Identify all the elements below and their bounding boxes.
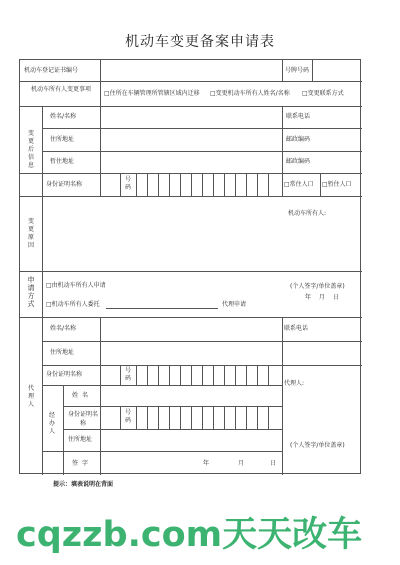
handler-address-label: 住所地址 [68, 436, 93, 443]
handler-id-type-label: 身份证明名称 [68, 411, 99, 427]
option-name-change[interactable]: □变更机动车所有人姓名/名称 [210, 90, 290, 97]
apply-method-side-label: 申请方式 [27, 276, 35, 308]
application-form-table [19, 59, 361, 474]
agent-name-label: 姓名/名称 [50, 325, 77, 332]
owner-id-number-label: 号码 [124, 176, 131, 191]
date-year-label: 年 [203, 460, 210, 467]
cert-number-label: 机动车登记证书编号 [24, 67, 79, 74]
plate-number-label: 号牌号码 [285, 67, 310, 74]
owner-sign-label: 机动车所有人: [288, 210, 327, 217]
owner-address-label: 住所地址 [50, 136, 75, 143]
date-month-label: 月 [238, 460, 245, 467]
reason-side-label: 变更原因 [27, 218, 34, 249]
temp-address-label: 暂住地址 [50, 158, 75, 165]
owner-postcode-label: 邮政编码 [286, 136, 311, 143]
agent-label: 代理人: [284, 380, 305, 387]
agent-address-label: 住所地址 [50, 349, 75, 356]
agent-sign-hint: (个人签字/单位盖章) [290, 442, 345, 449]
handler-id-number-label: 号码 [124, 409, 131, 424]
form-title: 机动车变更备案申请表 [125, 34, 275, 50]
handler-signature-label: 签字 [72, 460, 93, 467]
agent-side-label: 代理人 [27, 385, 34, 408]
agent-phone-label: 联系电话 [284, 325, 309, 332]
watermark-text: cqzzb.com天天改车 [16, 515, 363, 555]
option-contact-change[interactable]: □变更联系方式 [302, 90, 344, 97]
owner-name-label: 姓名/名称 [50, 113, 77, 120]
handler-side-label: 经办人 [48, 412, 55, 435]
agent-apply-suffix: 代理申请 [222, 301, 247, 308]
resident-permanent-option[interactable]: □常住人口 [284, 181, 314, 188]
temp-postcode-label: 邮政编码 [286, 158, 311, 165]
agent-id-type-label: 身份证明名称 [46, 371, 83, 378]
apply-agent-option[interactable]: □机动车所有人委托 [46, 301, 100, 308]
resident-temporary-option[interactable]: □暂住人口 [322, 181, 352, 188]
apply-self-option[interactable]: □由机动车所有人申请 [46, 282, 106, 289]
handler-name-label: 姓名 [72, 392, 93, 399]
agent-id-number-label: 号码 [124, 367, 131, 382]
apply-date-line: 年 月 日 [305, 294, 339, 301]
apply-sign-hint: (个人签字/单位盖章) [290, 283, 345, 290]
option-address-move[interactable]: □住所在车辆管理所管辖区域内迁移 [104, 90, 200, 97]
owner-side-label: 变更后信息 [27, 130, 34, 169]
owner-phone-label: 联系电话 [286, 113, 311, 120]
change-item-label: 机动车所有人变更事项 [30, 86, 91, 93]
date-day-label: 日 [270, 460, 277, 467]
footer-note: 提示：填表说明在背面 [53, 481, 114, 488]
owner-id-type-label: 身份证明名称 [46, 181, 83, 188]
